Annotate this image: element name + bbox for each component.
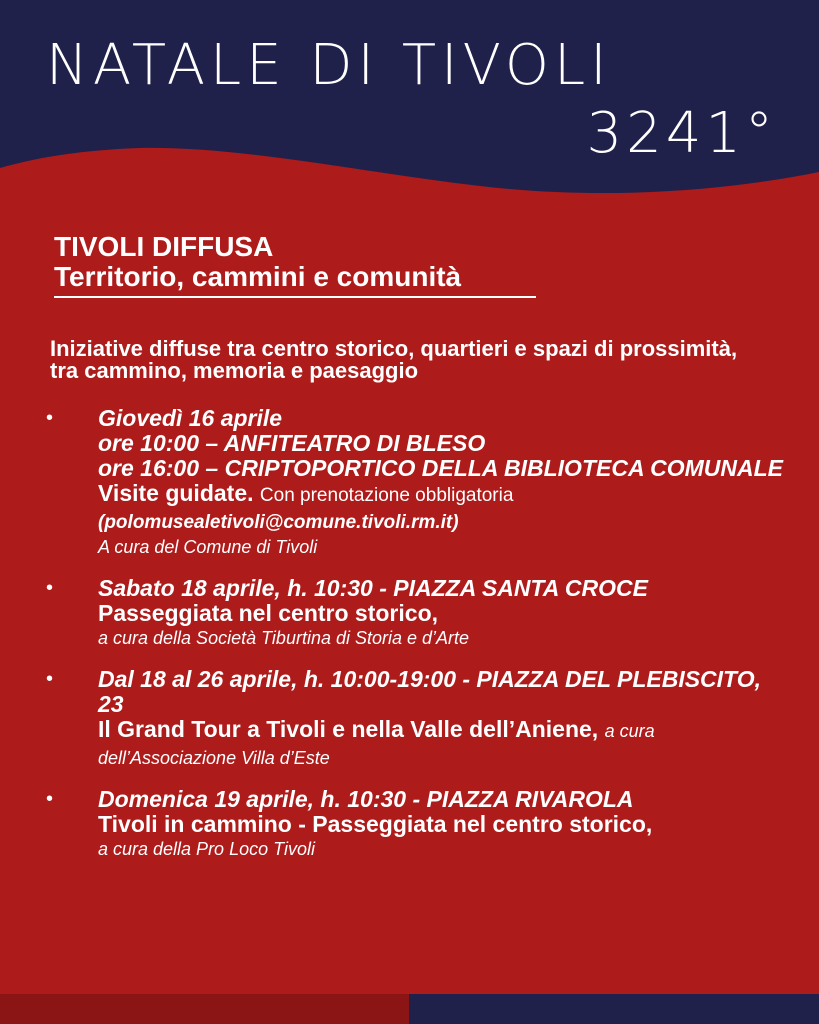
bullet-icon: • <box>46 407 54 429</box>
section-title: TIVOLI DIFFUSA <box>54 231 274 262</box>
event-time-1: ore 10:00 – ANFITEATRO DI BLESO <box>98 430 486 456</box>
bullet-icon: • <box>46 668 54 690</box>
event-head: Dal 18 al 26 aprile, h. 10:00-19:00 - PIAZZA DEL PLEBISCITO, 23 <box>98 666 761 717</box>
event-title: Passeggiata nel centro storico, <box>98 600 439 626</box>
event-credit: a cura della Pro Loco Tivoli <box>98 839 315 859</box>
bullet-icon: • <box>46 788 54 810</box>
event-time-2: ore 16:00 – CRIPTOPORTICO DELLA BIBLIOTECA COMUNALE <box>98 455 783 481</box>
section-heading <box>54 232 536 298</box>
event-email: (polomusealetivoli@comune.tivoli.rm.it) <box>98 512 459 533</box>
event-head: Sabato 18 aprile, h. 10:30 - PIAZZA SANTA CROCE <box>98 575 648 601</box>
event-item <box>46 576 786 651</box>
event-title: Visite guidate. <box>98 480 254 506</box>
event-note: Con prenotazione obbligatoria <box>259 485 514 506</box>
poster-title: NATALE DI TIVOLI <box>46 33 612 98</box>
section-subtitle: Territorio, cammini e comunità <box>54 262 536 298</box>
bullet-icon: • <box>46 577 54 599</box>
footer-band-navy <box>409 994 819 1024</box>
event-title: Il Grand Tour a Tivoli e nella Valle dell’Aniene, <box>98 716 599 742</box>
event-item <box>46 787 786 862</box>
event-credit: A cura del Comune di Tivoli <box>98 537 318 557</box>
event-item <box>46 667 786 771</box>
edition-number: 3241° <box>586 101 777 166</box>
intro-text: Iniziative diffuse tra centro storico, quartieri e spazi di prossimità, tra cammino, memoria e paesaggio <box>50 336 738 383</box>
event-item <box>46 406 786 560</box>
event-date: Giovedì 16 aprile <box>98 405 283 431</box>
event-credit: a cura dell’Associazione Villa d’Este <box>98 721 655 768</box>
event-head: Domenica 19 aprile, h. 10:30 - PIAZZA RIVAROLA <box>98 786 634 812</box>
event-credit: a cura della Società Tiburtina di Storia e d’Arte <box>98 628 470 648</box>
events-list <box>46 406 786 878</box>
footer-band-red <box>0 994 409 1024</box>
event-title: Tivoli in cammino - Passeggiata nel centro storico, <box>98 811 653 837</box>
